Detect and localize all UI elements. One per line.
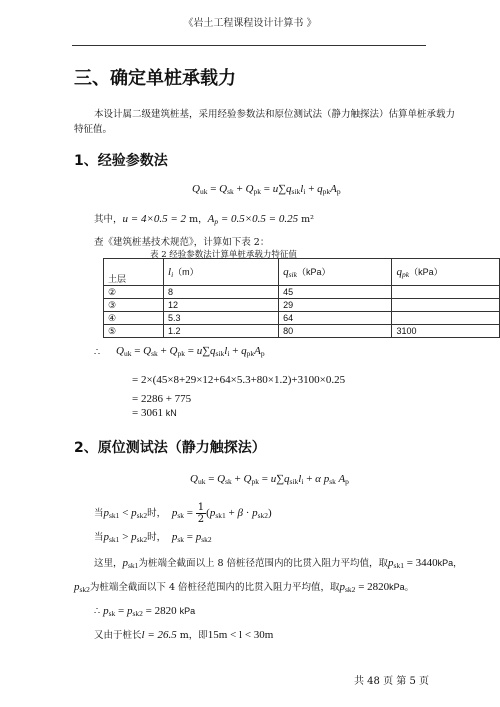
- col-qpk-header: $q_{pk}(kPa)$: [392, 259, 500, 286]
- cell-qsik: 80: [279, 325, 392, 338]
- cell-layer: ③: [104, 299, 164, 312]
- table-row: [104, 325, 500, 338]
- cell-layer: ②: [104, 286, 164, 299]
- intro-line-1: 本设计属二级建筑桩基，采用经验参数法和原位测试法（静力触探法）估算单桩承载力: [94, 109, 456, 120]
- description-line-2: $p_{sk2}$为桩端全截面以下 4 倍桩径范围内的比贯入阻力平均值，取$p_{sk2} = 2820kPa$。: [74, 581, 414, 594]
- cell-qpk: [392, 299, 500, 312]
- calc-line-3: = 3061 kN: [132, 407, 177, 419]
- cell-li: 5.3: [164, 312, 279, 325]
- cell-qsik: 29: [279, 299, 392, 312]
- table-row: [104, 312, 500, 325]
- condition-1: 当$p_{sk1} < p_{sk2}$时， $p_{sk}$ = $\frac{1}{2}$ $(p_{sk1} + \beta \cdot p_{sk2})$: [94, 502, 272, 525]
- page-footer: 共 48 页 第 5 页: [354, 676, 429, 687]
- cell-layer: ⑤: [104, 325, 164, 338]
- cell-li: 12: [164, 299, 279, 312]
- cell-li: 1.2: [164, 325, 279, 338]
- col-qsik-header: $q_{sik}(kPa)$: [279, 259, 392, 286]
- calc-line-2: = 2286 + 775: [132, 393, 192, 405]
- col-layer-header: 土层: [104, 259, 164, 286]
- cell-qpk: 3100: [392, 325, 500, 338]
- lookup-line: 查《建筑桩基技术规范》，计算如下表 2：: [94, 237, 270, 248]
- cell-layer: ④: [104, 312, 164, 325]
- section-title: 三、确定单桩承载力: [74, 68, 236, 89]
- condition-2: 当$p_{sk1} > p_{sk2}$时， $p_{sk} = p_{sk2}$: [94, 531, 212, 544]
- formula-empirical-repeat: Quk = Qsk + Qpk = u∑qsikli + qpkAp: [116, 345, 265, 358]
- subsection-1-title: 1、经验参数法: [74, 153, 168, 169]
- cell-qsik: 45: [279, 286, 392, 299]
- table-row: [104, 299, 500, 312]
- where-line: 其中，u = 4×0.5 = 2 m，$A_p = 0.5\times 0.5 = 0.25$ m²: [94, 213, 314, 226]
- table-caption: 表 2 经验参数法计算单桩承载力特征值: [150, 250, 297, 260]
- header-rule: [72, 45, 426, 46]
- col-li-header: $l_i(m)$: [164, 259, 279, 286]
- cell-li: 8: [164, 286, 279, 299]
- pile-length-line: 又由于桩长l = 26.5 m，即15m < l < 30m: [94, 629, 274, 641]
- calc-line-1: = 2×(45×8+29×12+64×5.3+80×1.2)+3100×0.25: [132, 374, 346, 386]
- cell-qsik: 64: [279, 312, 392, 325]
- result-line: ∴ $p_{sk} = p_{sk2} = 2820$ kPa: [94, 605, 196, 618]
- formula-cpt: Quk = Qsk + Qpk = u∑qsikli + α psk Ap: [190, 473, 349, 486]
- cell-qpk: [392, 286, 500, 299]
- formula-empirical: Quk = Qsk + Qpk = u∑qsikli + qpkAp: [192, 183, 341, 196]
- cell-qpk: [392, 312, 500, 325]
- description-line-1: 这里，$p_{sk1}$为桩端全截面以上 8 倍桩径范围内的比贯入阻力平均值，取$p_{sk1} = 3440kPa$，: [94, 557, 463, 570]
- empirical-table: [103, 258, 500, 338]
- table-header-row: [104, 259, 500, 286]
- intro-line-2: 特征值。: [74, 124, 113, 135]
- table-row: [104, 286, 500, 299]
- fraction-half: $\frac{1}{2}$: [197, 502, 205, 525]
- subsection-2-title: 2、原位测试法（静力触探法）: [74, 440, 266, 456]
- therefore-symbol: ∴: [94, 347, 101, 358]
- page-header: 《岩土工程课程设计计算书 》: [183, 18, 317, 29]
